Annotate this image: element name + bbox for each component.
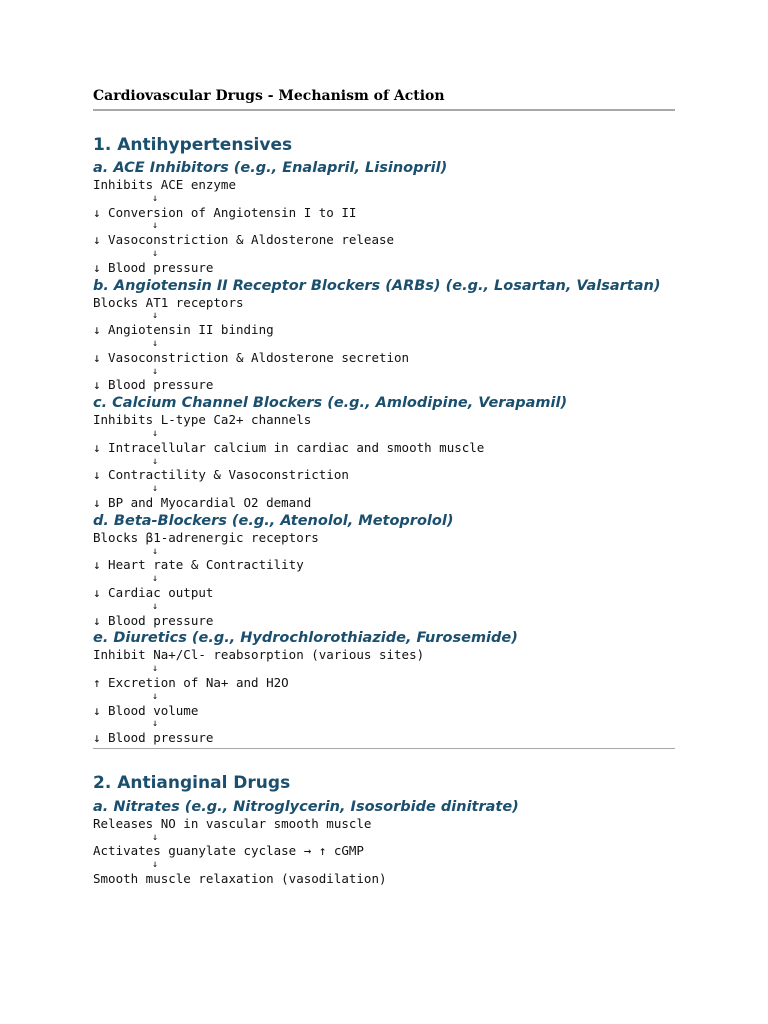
mechanism-step: ↓ Intracellular calcium in cardiac and smooth muscle: [93, 439, 485, 455]
drug-class-heading: c. Calcium Channel Blockers (e.g., Amlodipine, Verapamil): [93, 395, 568, 412]
mechanism-step: ↓ Conversion of Angiotensin I to II: [93, 204, 357, 220]
mechanism-step: ↓ Vasoconstriction & Aldosterone release: [93, 232, 395, 248]
drug-class-calcium-channel-blockers: [93, 394, 675, 510]
down-arrow-icon: ↓: [152, 455, 159, 467]
mechanism-step: Inhibit Na+/Cl- reabsorption (various sites): [93, 647, 425, 663]
mechanism-step: ↑ Excretion of Na+ and H2O: [93, 674, 289, 690]
down-arrow-icon: ↓: [152, 600, 159, 612]
drug-class-nitrates: [93, 798, 675, 886]
drug-class-beta-blockers: [93, 512, 675, 628]
drug-class-heading: a. ACE Inhibitors (e.g., Enalapril, Lisinopril): [93, 160, 448, 176]
drug-class-heading: d. Beta-Blockers (e.g., Atenolol, Metoprolol): [93, 512, 454, 529]
mechanism-step: Smooth muscle relaxation (vasodilation): [93, 871, 387, 887]
mechanism-step: ↓ BP and Myocardial O2 demand: [93, 494, 312, 510]
mechanism-step: ↓ Blood pressure: [93, 612, 214, 628]
mechanism-step: ↓ Blood pressure: [93, 259, 214, 275]
down-arrow-icon: ↓: [152, 427, 159, 439]
down-arrow-icon: ↓: [152, 831, 159, 843]
mechanism-step: ↓ Cardiac output: [93, 584, 214, 600]
mechanism-step: ↓ Blood pressure: [93, 730, 214, 746]
mechanism-step: ↓ Blood pressure: [93, 377, 214, 393]
mechanism-step: ↓ Heart rate & Contractility: [93, 557, 304, 573]
mechanism-step: ↓ Contractility & Vasoconstriction: [93, 467, 349, 483]
mechanism-step: Releases NO in vascular smooth muscle: [93, 815, 372, 831]
section-title: 2. Antianginal Drugs: [93, 772, 291, 793]
down-arrow-icon: ↓: [152, 337, 159, 349]
document-page: [93, 86, 675, 886]
down-arrow-icon: ↓: [152, 483, 159, 495]
down-arrow-icon: ↓: [152, 663, 159, 675]
down-arrow-icon: ↓: [152, 220, 159, 232]
down-arrow-icon: ↓: [152, 718, 159, 730]
down-arrow-icon: ↓: [152, 192, 159, 204]
mechanism-step: Blocks AT1 receptors: [93, 294, 244, 310]
down-arrow-icon: ↓: [152, 365, 159, 377]
drug-class-heading: b. Angiotensin II Receptor Blockers (ARBs) (e.g., Losartan, Valsartan): [93, 277, 661, 294]
mechanism-step: ↓ Angiotensin II binding: [93, 322, 274, 338]
mechanism-step: ↓ Vasoconstriction & Aldosterone secretion: [93, 349, 410, 365]
down-arrow-icon: ↓: [152, 247, 159, 259]
down-arrow-icon: ↓: [152, 310, 159, 322]
title-divider: [93, 109, 675, 111]
drug-class-diuretics: [93, 629, 675, 745]
section-title: 1. Antihypertensives: [93, 135, 293, 155]
section-antianginal-drugs: [93, 773, 675, 886]
mechanism-step: Inhibits ACE enzyme: [93, 177, 236, 192]
drug-class-ace-inhibitors: [93, 159, 675, 275]
document-title: Cardiovascular Drugs - Mechanism of Action: [93, 88, 445, 104]
section-divider: [93, 748, 675, 749]
down-arrow-icon: ↓: [152, 859, 159, 871]
section-antihypertensives: [93, 135, 675, 745]
mechanism-step: Activates guanylate cyclase → ↑ cGMP: [93, 843, 364, 859]
mechanism-step: Inhibits L-type Ca2+ channels: [93, 412, 312, 428]
down-arrow-icon: ↓: [152, 690, 159, 702]
mechanism-step: Blocks β1-adrenergic receptors: [93, 529, 319, 545]
drug-class-heading: a. Nitrates (e.g., Nitroglycerin, Isosorbide dinitrate): [93, 798, 519, 815]
mechanism-step: ↓ Blood volume: [93, 702, 199, 718]
drug-class-arbs: [93, 277, 675, 393]
down-arrow-icon: ↓: [152, 545, 159, 557]
down-arrow-icon: ↓: [152, 573, 159, 585]
drug-class-heading: e. Diuretics (e.g., Hydrochlorothiazide, Furosemide): [93, 630, 518, 647]
